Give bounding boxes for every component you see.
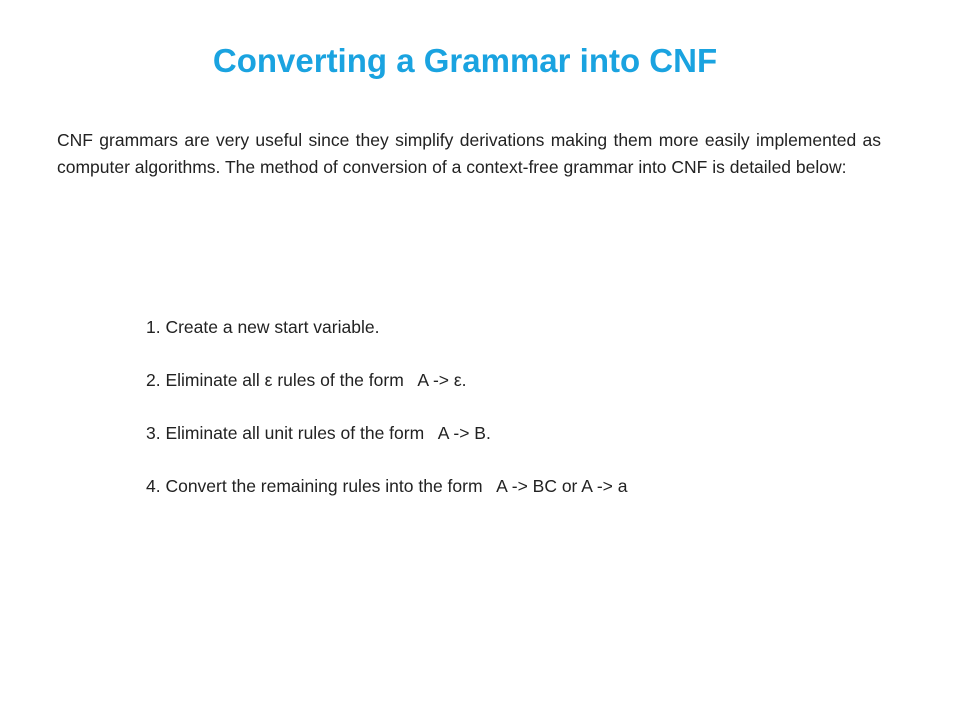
step-item-3: 3. Eliminate all unit rules of the form A -> B. bbox=[146, 423, 491, 443]
intro-paragraph: CNF grammars are very useful since they simplify derivations making them more easily implemented as computer algorithms. The method of conversion of a context-free grammar into CNF is detailed below: bbox=[57, 130, 881, 177]
steps-list bbox=[146, 314, 906, 526]
step-item-1: 1. Create a new start variable. bbox=[146, 317, 380, 337]
slide-title: Converting a Grammar into CNF bbox=[212, 42, 718, 79]
step-item-2: 2. Eliminate all ε rules of the form A -> ε. bbox=[146, 370, 467, 390]
step-item-4: 4. Convert the remaining rules into the form A -> BC or A -> a bbox=[146, 476, 628, 496]
